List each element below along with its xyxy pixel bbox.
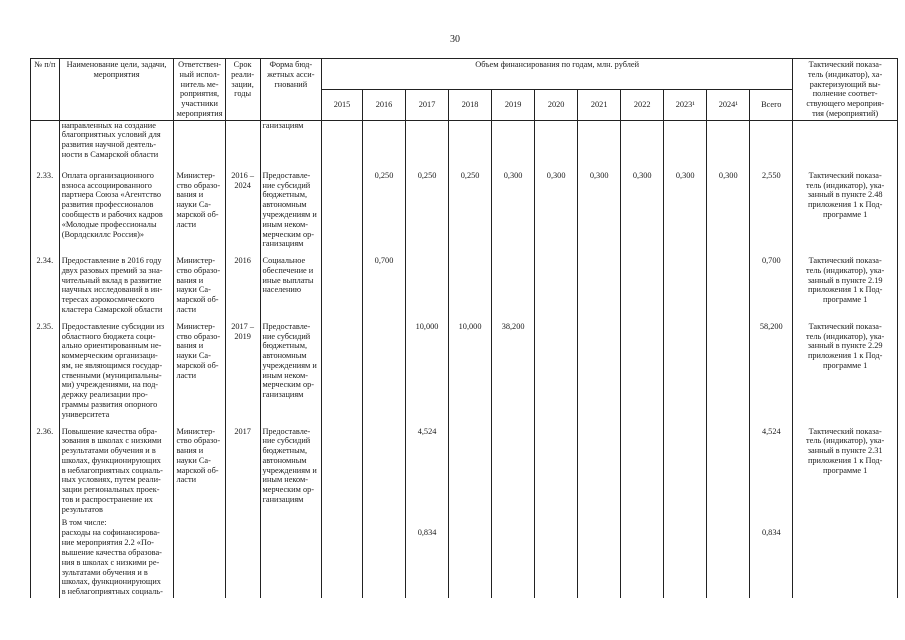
row-year-value — [322, 316, 363, 421]
row-responsible: Министер- ство образо- вания и науки Са- марской об- ласти — [174, 161, 225, 250]
row-year-value — [664, 120, 707, 161]
table-body — [31, 120, 898, 598]
row-year-value — [535, 316, 578, 421]
row-indicator: Тактический показа- тель (индикатор), ука- занный в пункте 2.48 приложения 1 к Под- программе 1 — [793, 161, 898, 250]
row-total: 4,524 — [750, 421, 793, 516]
page-number: 30 — [450, 34, 460, 45]
row-year-value — [449, 421, 492, 516]
row-number: 2.34. — [31, 250, 60, 316]
row-year-value — [621, 528, 664, 597]
row-term — [225, 120, 260, 161]
row-year-value: 0,250 — [449, 161, 492, 250]
header-indicator: Тактический показа- тель (индикатор), ха- рактеризующий вы- полнение соответ- ствующего мероприя- тия (мероприятий) — [793, 59, 898, 121]
financing-table — [30, 58, 898, 598]
row-year-value — [535, 120, 578, 161]
header-year: 2023¹ — [664, 89, 707, 120]
row-name: Оплата организационного взноса ассоциированного партнера Союза «Агентство развития профессионалов сообществ и рабочих кадров «Молодые профессионалы (Ворлдскиллс Россия)» — [59, 161, 174, 250]
row-year-value: 38,200 — [492, 316, 535, 421]
row-indicator: Тактический показа- тель (индикатор), ука- занный в пункте 2.19 приложения 1 к Под- программе 1 — [793, 250, 898, 316]
row-name: Предоставление в 2016 году двух разовых премий за зна- чительный вклад в развитие научных исследований в ин- тересах аэрокосмического кластера Самарской области — [59, 250, 174, 316]
row-year-value: 0,300 — [621, 161, 664, 250]
row-year-value — [621, 516, 664, 529]
row-number — [31, 516, 60, 529]
row-term — [225, 516, 260, 529]
row-indicator: Тактический показа- тель (индикатор), ука- занный в пункте 2.29 приложения 1 к Под- программе 1 — [793, 316, 898, 421]
row-indicator — [793, 528, 898, 597]
row-year-value — [322, 528, 363, 597]
row-term: 2017 — [225, 421, 260, 516]
header-form: Форма бюд- жетных асси- гнований — [260, 59, 321, 121]
row-responsible — [174, 528, 225, 597]
row-form: ганизациям — [260, 120, 321, 161]
row-form: Предоставле- ние субсидий бюджетным, автономным учреждениям и иным неком- мерческим ор- ганизациям — [260, 316, 321, 421]
row-year-value — [578, 120, 621, 161]
row-total: 0,834 — [750, 528, 793, 597]
row-term — [225, 528, 260, 597]
row-year-value — [707, 528, 750, 597]
row-year-value — [406, 516, 449, 529]
row-year-value — [449, 528, 492, 597]
row-year-value — [406, 250, 449, 316]
row-indicator: Тактический показа- тель (индикатор), ука- занный в пункте 2.31 приложения 1 к Под- программе 1 — [793, 421, 898, 516]
header-year: 2024¹ — [707, 89, 750, 120]
row-form: Предоставле- ние субсидий бюджетным, автономным учреждениям и иным неком- мерческим ор- ганизациям — [260, 421, 321, 516]
row-year-value: 0,700 — [363, 250, 406, 316]
row-year-value — [578, 421, 621, 516]
row-responsible: Министер- ство образо- вания и науки Са- марской об- ласти — [174, 421, 225, 516]
row-year-value — [363, 316, 406, 421]
row-year-value — [578, 516, 621, 529]
row-year-value — [322, 516, 363, 529]
header-num: № п/п — [31, 59, 60, 121]
row-term: 2017 – 2019 — [225, 316, 260, 421]
row-name: направленных на создание благоприятных условий для развития научной деятель- ности в Самарской области — [59, 120, 174, 161]
row-responsible — [174, 516, 225, 529]
row-year-value: 0,300 — [707, 161, 750, 250]
row-total — [750, 516, 793, 529]
header-name: Наименование цели, задачи, мероприятия — [59, 59, 174, 121]
row-year-value: 0,250 — [406, 161, 449, 250]
row-year-value — [363, 421, 406, 516]
row-year-value — [621, 250, 664, 316]
row-year-value: 0,250 — [363, 161, 406, 250]
row-term: 2016 – 2024 — [225, 161, 260, 250]
row-year-value: 10,000 — [449, 316, 492, 421]
row-year-value — [707, 421, 750, 516]
table-row — [31, 120, 898, 161]
row-year-value — [449, 120, 492, 161]
row-year-value — [363, 528, 406, 597]
row-year-value — [363, 120, 406, 161]
row-indicator — [793, 120, 898, 161]
row-year-value — [492, 250, 535, 316]
row-year-value — [664, 421, 707, 516]
row-year-value — [664, 516, 707, 529]
row-indicator — [793, 516, 898, 529]
row-number: 2.33. — [31, 161, 60, 250]
header-year: 2022 — [621, 89, 664, 120]
row-year-value — [578, 316, 621, 421]
row-responsible: Министер- ство образо- вания и науки Са- марской об- ласти — [174, 316, 225, 421]
row-year-value — [322, 120, 363, 161]
row-total: 2,550 — [750, 161, 793, 250]
row-number — [31, 528, 60, 597]
row-year-value — [535, 528, 578, 597]
row-year-value — [322, 161, 363, 250]
row-year-value — [492, 516, 535, 529]
header-responsible: Ответствен- ный испол- нитель ме- роприятия, участники мероприятия — [174, 59, 225, 121]
table-row — [31, 421, 898, 516]
row-form: Предоставле- ние субсидий бюджетным, автономным учреждениям и иным неком- мерческим ор- ганизациям — [260, 161, 321, 250]
row-term: 2016 — [225, 250, 260, 316]
row-form — [260, 516, 321, 529]
row-year-value — [707, 120, 750, 161]
row-total: 58,200 — [750, 316, 793, 421]
row-name: расходы на софинансирова- ние мероприятия 2.2 «По- вышение качества образова- ния в школах с низкими ре- зультатами обучения и в школах, функционирующих в неблагоприятных социаль- — [59, 528, 174, 597]
row-total: 0,700 — [750, 250, 793, 316]
table-row — [31, 250, 898, 316]
table-header — [31, 59, 898, 121]
row-year-value: 0,300 — [578, 161, 621, 250]
header-year: 2019 — [492, 89, 535, 120]
header-year: 2015 — [322, 89, 363, 120]
row-number: 2.35. — [31, 316, 60, 421]
row-year-value — [578, 250, 621, 316]
row-year-value — [621, 120, 664, 161]
row-year-value — [664, 528, 707, 597]
table-row — [31, 528, 898, 597]
row-total — [750, 120, 793, 161]
row-year-value — [707, 250, 750, 316]
row-year-value — [535, 250, 578, 316]
row-year-value — [363, 516, 406, 529]
header-year: 2020 — [535, 89, 578, 120]
row-year-value — [449, 516, 492, 529]
row-year-value — [707, 516, 750, 529]
row-year-value — [449, 250, 492, 316]
row-year-value — [322, 250, 363, 316]
header-year: 2021 — [578, 89, 621, 120]
row-year-value — [322, 421, 363, 516]
row-year-value: 0,300 — [535, 161, 578, 250]
row-year-value — [621, 421, 664, 516]
row-year-value — [535, 421, 578, 516]
row-year-value — [492, 421, 535, 516]
row-year-value: 10,000 — [406, 316, 449, 421]
row-number — [31, 120, 60, 161]
header-total: Всего — [750, 89, 793, 120]
row-year-value: 0,300 — [664, 161, 707, 250]
table-row — [31, 516, 898, 529]
row-form — [260, 528, 321, 597]
row-year-value: 0,300 — [492, 161, 535, 250]
header-year: 2016 — [363, 89, 406, 120]
row-name: В том числе: — [59, 516, 174, 529]
row-year-value — [664, 250, 707, 316]
table-row — [31, 316, 898, 421]
row-name: Предоставление субсидии из областного бюджета соци- ально ориентированным не- коммерческим организаци- ям, не являющимся государ- ственными (муниципальны- ми) учреждениями, на под- держку реализации про- граммы развития опорного университета — [59, 316, 174, 421]
row-year-value — [707, 316, 750, 421]
row-year-value — [492, 120, 535, 161]
header-financing: Объем финансирования по годам, млн. рублей — [322, 59, 793, 90]
row-name: Повышение качества обра- зования в школах с низкими результатами обучения и в школах, функционирующих в неблагоприятных социаль- ных условиях, путем реали- зации региональных проек- тов и распространение их результатов — [59, 421, 174, 516]
row-form: Социальное обеспечение и иные выплаты населению — [260, 250, 321, 316]
header-term: Срок реали- зации, годы — [225, 59, 260, 121]
row-year-value — [578, 528, 621, 597]
row-year-value — [406, 120, 449, 161]
header-year: 2017 — [406, 89, 449, 120]
row-year-value — [492, 528, 535, 597]
row-responsible: Министер- ство образо- вания и науки Са- марской об- ласти — [174, 250, 225, 316]
row-number: 2.36. — [31, 421, 60, 516]
row-year-value — [621, 316, 664, 421]
row-year-value: 0,834 — [406, 528, 449, 597]
row-year-value — [535, 516, 578, 529]
table-row — [31, 161, 898, 250]
row-year-value — [664, 316, 707, 421]
row-year-value: 4,524 — [406, 421, 449, 516]
header-year: 2018 — [449, 89, 492, 120]
row-responsible — [174, 120, 225, 161]
